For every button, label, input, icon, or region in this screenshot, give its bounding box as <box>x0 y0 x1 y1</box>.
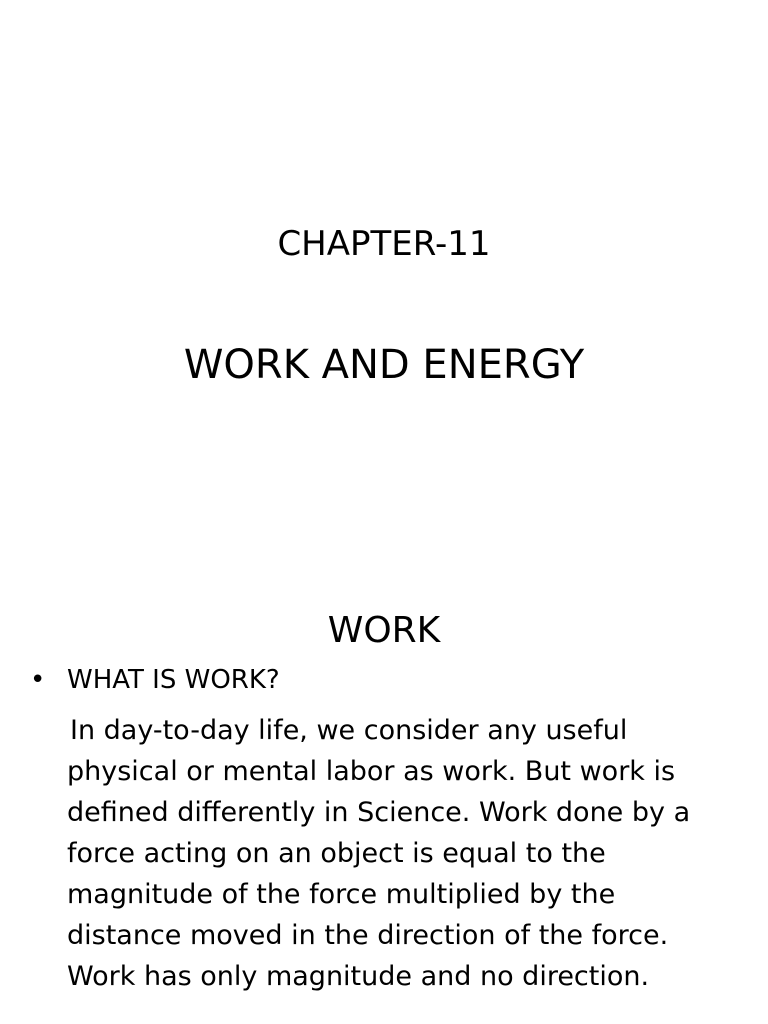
section-heading: WORK <box>327 610 441 651</box>
bullet-item <box>30 662 720 698</box>
bullet-list <box>30 662 720 698</box>
slide-work <box>0 576 768 1024</box>
chapter-title: CHAPTER-11 <box>277 224 491 264</box>
work-definition-paragraph: In day-to-day life, we consider any useful physical or mental labor as work. But work is defined differently in Science. Work done by a force acting on an object is equal to the magnitude of the force multiplied by the distance moved in the direction of the force. Work has only magnitude and no direction. <box>67 715 691 992</box>
bullet-marker: • <box>30 665 46 695</box>
bullet-text: WHAT IS WORK? <box>67 665 280 695</box>
chapter-subtitle: WORK AND ENERGY <box>183 342 585 388</box>
